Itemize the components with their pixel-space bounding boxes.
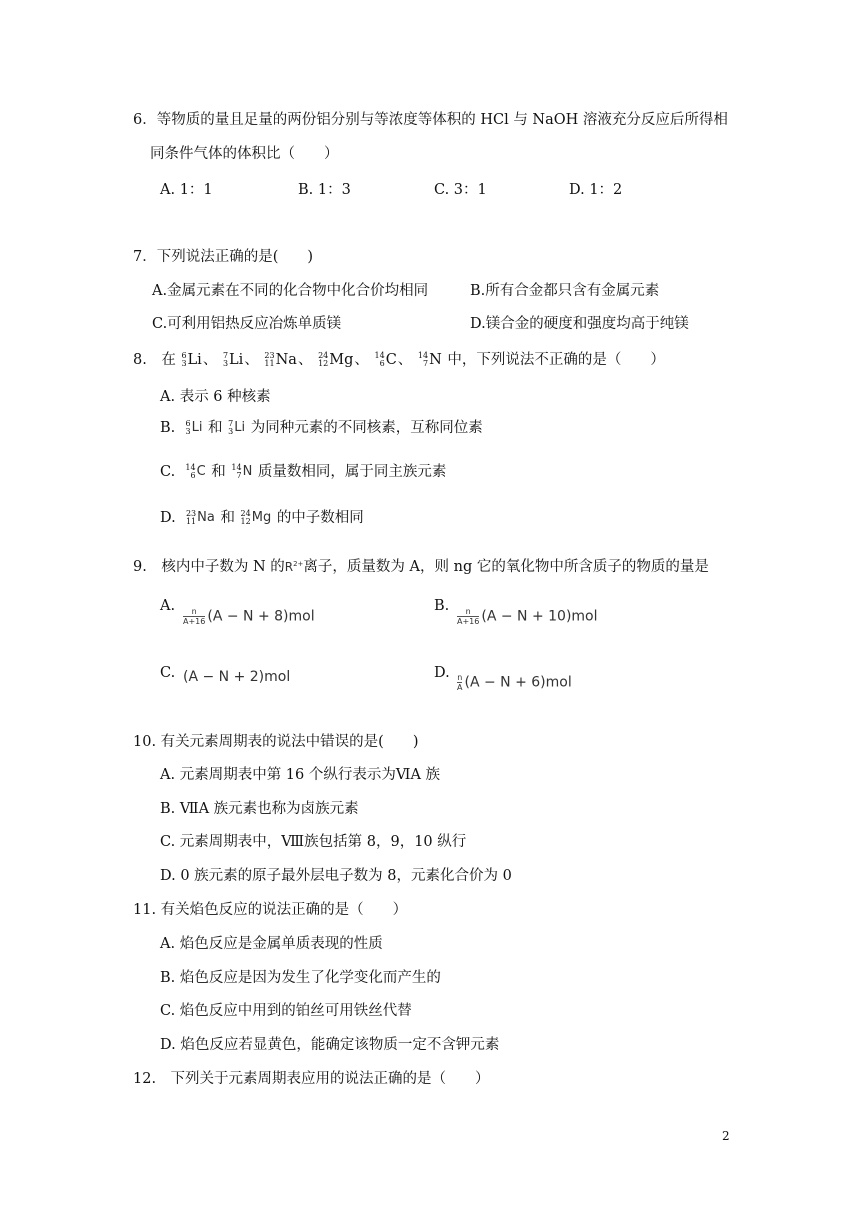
q8-suffix: 中，下列说法不正确的是（ ） [447,352,665,368]
q6-line2: 同条件气体的体积比（ ） [150,146,339,162]
nuclide-n14: 14 7 N [417,351,442,368]
q9-option-b-formula: $\frac{n}{A+16}$ (A − N + 10)mol [457,607,598,626]
q10-option-b: B. ⅦA 族元素也称为卤族元素 [160,801,359,817]
nuclide-na23: 23 11 Na [264,351,297,368]
q8-stem: 8. 在 6 3 Li、 7 3 Li、 23 11 Na、 24 12 Mg、 14 6 C、 14 7 N 中，下列说法不正确的是（ ） [133,351,665,368]
q7-stem: 7．下列说法正确的是( ) [133,249,314,265]
q6-option-a: A. 1：1 [160,182,213,198]
q8-prefix: 8. 在 [133,352,176,368]
q7-option-d: D.镁合金的硬度和强度均高于纯镁 [470,316,689,332]
q7-option-a: A.金属元素在不同的化合物中化合价均相同 [152,283,429,299]
q11-option-b: B. 焰色反应是因为发生了化学变化而产生的 [160,970,441,986]
q10-option-d: D. 0 族元素的原子最外层电子数为 8，元素化合价为 0 [160,868,512,884]
q10-option-c: C. 元素周期表中，Ⅷ族包括第 8，9，10 纵行 [160,834,467,850]
q9-option-a-formula: $\frac{n}{A+16}$ (A − N + 8)mol [183,607,315,626]
q11-option-c: C. 焰色反应中用到的铂丝可用铁丝代替 [160,1003,412,1019]
page-number: 2 [722,1129,730,1143]
nuclide-li7: 7 3 Li [222,351,244,368]
q11-stem: 11. 有关焰色反应的说法正确的是（ ） [133,902,408,918]
q9-option-a-label: A. [160,598,176,614]
q8-option-b: B. 6 3 Li 和 7 3 Li 为同种元素的不同核素，互称同位素 [160,419,483,436]
q9-option-c-label: C. [160,665,176,681]
q9-option-c-formula: (A − N + 2)mol [183,669,291,685]
q6-line1: 6．等物质的量且足量的两份铝分别与等浓度等体积的 HCl 与 NaOH 溶液充分反应后所得相 [133,112,728,128]
ion-r2plus: $R^{2+}$ [284,560,304,574]
q6-option-b: B. 1：3 [298,182,351,198]
q10-stem: 10. 有关元素周期表的说法中错误的是( ) [133,734,419,750]
q9-option-d-label: D. [434,665,450,681]
q9-stem: 9. 核内中子数为 N 的$R^{2+}$离子，质量数为 A，则 ng 它的氧化物中所含质子的物质的量是 [133,559,709,575]
nuclide-li6: 6 3 Li [181,351,202,368]
nuclide-c14: 14 6 C [374,351,397,368]
q8-option-d: D. 23 11 Na 和 24 12 Mg 的中子数相同 [160,509,364,526]
q7-option-b: B.所有合金都只含有金属元素 [470,283,660,299]
q11-option-a: A. 焰色反应是金属单质表现的性质 [160,936,383,952]
q6-option-d: D. 1：2 [569,182,623,198]
q8-option-a: A. 表示 6 种核素 [160,389,271,405]
q11-option-d: D. 焰色反应若显黄色，能确定该物质一定不含钾元素 [160,1037,500,1053]
q12-stem: 12. 下列关于元素周期表应用的说法正确的是（ ） [133,1071,490,1087]
q9-option-d-formula: $\frac{n}{A}$ (A − N + 6)mol [457,673,572,692]
q8-option-c: C. 14 6 C 和 14 7 N 质量数相同，属于同主族元素 [160,463,447,480]
q7-option-c: C.可利用铝热反应冶炼单质镁 [152,316,342,332]
nuclide-mg24: 24 12 Mg [318,351,354,368]
q10-option-a: A. 元素周期表中第 16 个纵行表示为ⅥA 族 [160,767,441,783]
q6-option-c: C. 3：1 [434,182,487,198]
q9-option-b-label: B. [434,598,450,614]
